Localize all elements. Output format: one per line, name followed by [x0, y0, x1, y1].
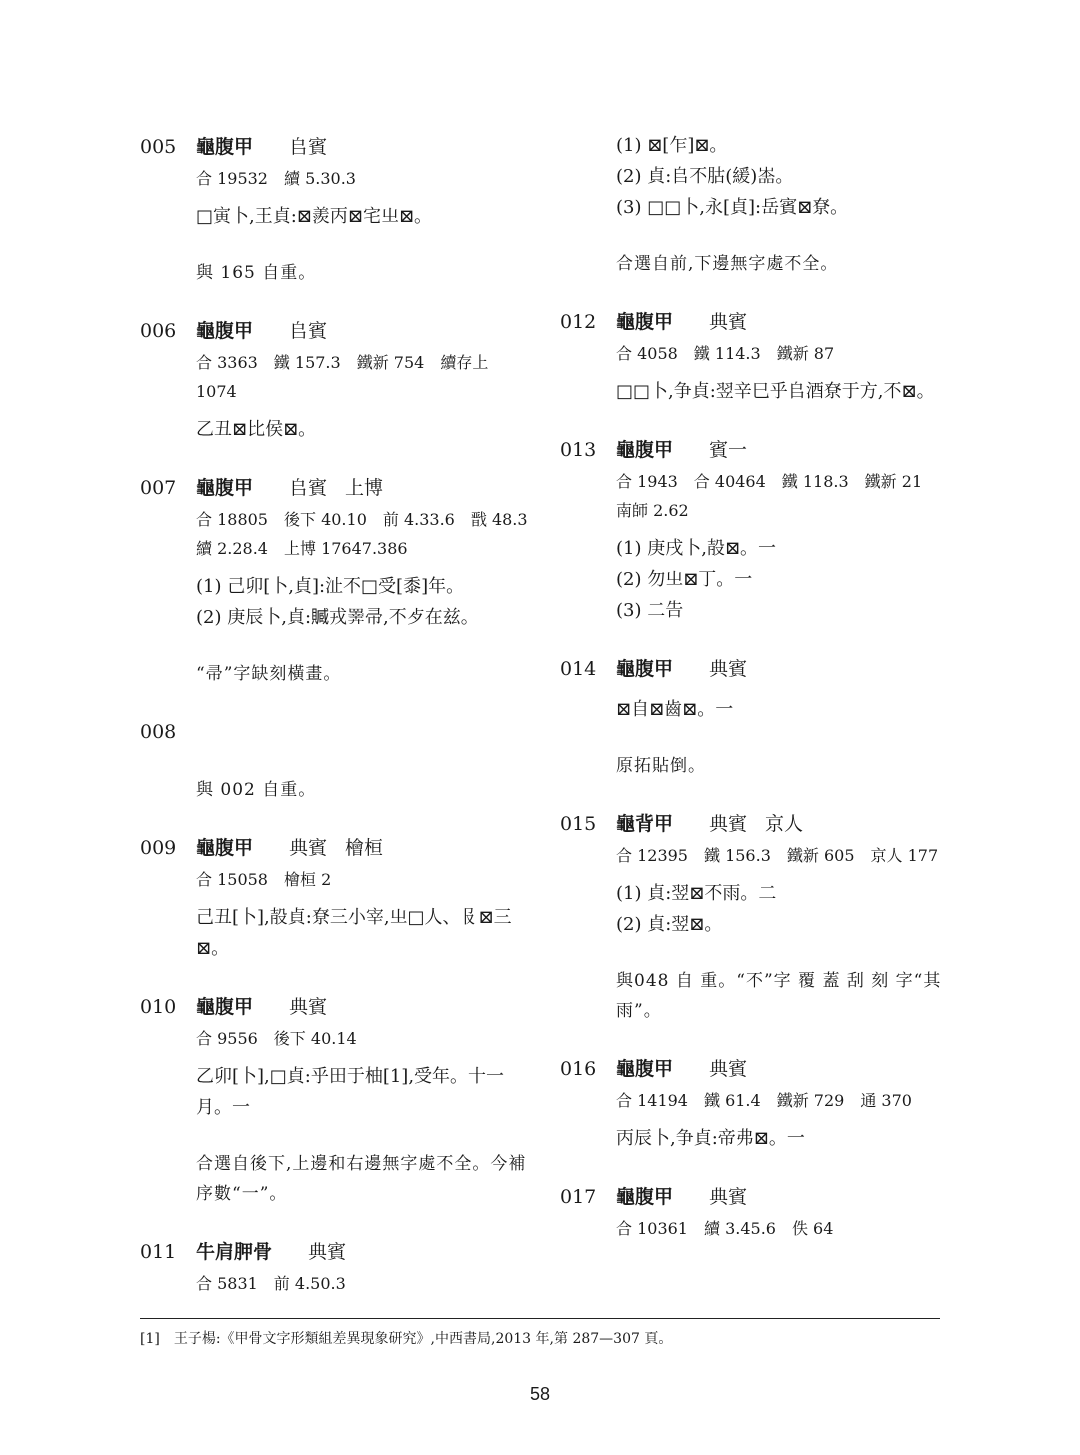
entry-body [196, 164, 530, 288]
entry [140, 130, 530, 288]
entry-group: 典賓 [289, 996, 328, 1018]
entry-note [616, 249, 945, 279]
page-number: 58 [529, 1384, 551, 1404]
entry-body [196, 865, 530, 964]
entry-note [616, 751, 945, 781]
entry-group: 典賓 [308, 1241, 347, 1263]
entry-head [560, 807, 945, 841]
entry-number: 009 [140, 837, 177, 859]
entry-group: 典賓 [709, 813, 748, 835]
inscription [196, 902, 530, 964]
entry-note [196, 1149, 530, 1209]
entry-material: 龜腹甲 [616, 658, 674, 680]
entry-body [196, 1269, 530, 1298]
footnote-rule [140, 1318, 940, 1319]
inscription [196, 571, 530, 633]
entry-group: 賓一 [709, 439, 748, 461]
entry-head [140, 471, 530, 505]
entry-group: 京人 [765, 813, 804, 835]
entry-material: 龜腹甲 [196, 320, 254, 342]
note-line: 與048 自 重。“不”字 覆 蓋 刮 刻 字“其雨”。 [616, 971, 942, 1021]
entry-number: 011 [140, 1241, 177, 1263]
footnote-text: 王子楊:《甲骨文字形類組差異現象研究》,中西書局,2013 年,第 287—307 頁。 [173, 1331, 673, 1347]
entry-body [196, 775, 530, 805]
inscription-line: 丙辰卜,争貞:帝弗⊠。一 [616, 1128, 805, 1149]
note-line: 合選自後下,上邊和右邊無字處不全。今補序數“一”。 [196, 1154, 527, 1204]
entry [560, 652, 945, 781]
inscription-line: (2) 勿㞢⊠丁。一 [616, 569, 753, 590]
entry-source: 合 3363 鐵 157.3 鐵新 754 續存上 1074 [196, 353, 489, 401]
entry-number: 016 [560, 1058, 597, 1080]
entry-head [140, 831, 530, 865]
entry-number: 006 [140, 320, 177, 342]
note-line: 原拓貼倒。 [616, 756, 706, 776]
entry-material: 龜腹甲 [196, 837, 254, 859]
entry-group: 典賓 [289, 837, 328, 859]
entry-material: 龜腹甲 [616, 311, 674, 333]
inscription-line: 乙丑⊠比侯⊠。 [196, 419, 317, 440]
entry-number: 017 [560, 1186, 597, 1208]
entry-number: 008 [140, 721, 177, 743]
continuation-body [616, 130, 945, 279]
entry-body [616, 1214, 945, 1243]
entry-source: 合 15058 檜桓 2 [196, 870, 332, 889]
left-column [140, 130, 544, 1324]
entry-number: 007 [140, 477, 177, 499]
entry-note [196, 659, 530, 689]
entry-group: 𠂤賓 [289, 136, 328, 158]
inscription [196, 414, 530, 445]
entry-body [616, 841, 945, 1026]
entry-body [196, 505, 544, 689]
footnote-mark: [1] [140, 1331, 160, 1347]
entry-head [140, 715, 530, 749]
footnote [140, 1328, 940, 1350]
note-line: 與 002 自重。 [196, 780, 317, 800]
entry-source: 合 12395 鐵 156.3 鐵新 605 京人 177 [616, 846, 939, 865]
entry-number: 012 [560, 311, 597, 333]
inscription-line: (2) 貞:𠂤不𦙶(緩)𡴡。 [616, 166, 794, 187]
entry-note [196, 258, 530, 288]
entry-number: 005 [140, 136, 177, 158]
inscription-line: □□卜,争貞:翌辛巳乎𠂤酒尞于方,不⊠。 [616, 381, 935, 402]
entry-body [616, 467, 945, 626]
entry-source: 合 19532 續 5.30.3 [196, 169, 356, 188]
inscription-line: (1) ⊠[乍]⊠。 [616, 135, 728, 156]
continuation-block [560, 130, 945, 279]
entry [560, 305, 945, 407]
inscription-line: 乙卯[卜],□貞:乎田于柚[1],受年。十一月。一 [196, 1066, 505, 1118]
entry-source: 合 18805 後下 40.10 前 4.33.6 戬 48.3 續 2.28.4 上博 17647.386 [196, 510, 544, 558]
entry-group: 上博 [345, 477, 384, 499]
entry-group: 典賓 [709, 658, 748, 680]
entry [560, 433, 945, 626]
entry [140, 471, 544, 689]
entry-head [140, 990, 530, 1024]
inscription [616, 533, 945, 626]
entry [560, 1180, 945, 1243]
inscription-line: (2) 庚辰卜,貞:𧷢戎𢍰帚,不歺在兹。 [196, 607, 479, 628]
inscription-line: 己丑[卜],㱿貞:尞三小宰,㞢□人、𠬝⊠三⊠。 [196, 907, 512, 959]
note-line: “帚”字缺刻橫畫。 [196, 664, 342, 684]
entry-material: 龜腹甲 [196, 136, 254, 158]
entry-source: 合 1943 合 40464 鐵 118.3 鐵新 21 南師 2.62 [616, 472, 939, 520]
inscription-line: (1) 己卯[卜,貞]:沚不□受[黍]年。 [196, 576, 465, 597]
entry [140, 1235, 530, 1298]
inscription-line: ⊠自⊠齒⊠。一 [616, 699, 734, 720]
note-line: 合選自前,下邊無字處不全。 [616, 254, 839, 274]
entry-group: 典賓 [709, 311, 748, 333]
inscription-line: (1) 庚戌卜,㱿⊠。一 [616, 538, 777, 559]
entry-head [140, 130, 530, 164]
entry-material: 龜腹甲 [196, 477, 254, 499]
entry [140, 831, 530, 964]
entry-number: 013 [560, 439, 597, 461]
inscription [616, 1123, 945, 1154]
entry-group: 𠂤賓 [289, 477, 328, 499]
entry-material: 龜腹甲 [616, 1058, 674, 1080]
entry [140, 314, 530, 445]
entry-material: 龜腹甲 [616, 1186, 674, 1208]
entry-head [140, 314, 530, 348]
entry-source: 合 4058 鐵 114.3 鐵新 87 [616, 344, 835, 363]
inscription [616, 130, 945, 223]
inscription-line: (1) 貞:翌⊠不雨。二 [616, 883, 777, 904]
inscription [616, 694, 945, 725]
entry-source: 合 14194 鐵 61.4 鐵新 729 通 370 [616, 1091, 912, 1110]
entry [560, 1052, 945, 1154]
entry-source: 合 5831 前 4.50.3 [196, 1274, 346, 1293]
entry-material: 牛肩胛骨 [196, 1241, 273, 1263]
entry-body [616, 1086, 945, 1154]
right-column [560, 130, 945, 1269]
entry-head [560, 305, 945, 339]
entry-head [560, 1052, 945, 1086]
entry-head [560, 1180, 945, 1214]
entry-source: 合 9556 後下 40.14 [196, 1029, 357, 1048]
entry-note [196, 775, 530, 805]
entry-group: 檜桓 [345, 837, 384, 859]
entry-head [140, 1235, 530, 1269]
entry-material: 龜腹甲 [196, 996, 254, 1018]
entry-source: 合 10361 續 3.45.6 佚 64 [616, 1219, 834, 1238]
inscription [616, 376, 945, 407]
entry-number: 010 [140, 996, 177, 1018]
inscription-line: □寅卜,王貞:⊠羨丙⊠宅㞢⊠。 [196, 206, 433, 227]
entry-body [616, 694, 945, 781]
inscription [196, 201, 530, 232]
entry-body [616, 339, 945, 407]
entry [140, 990, 530, 1209]
note-line: 與 165 自重。 [196, 263, 317, 283]
entry-material: 龜背甲 [616, 813, 674, 835]
entry [140, 715, 530, 805]
entry-head [560, 433, 945, 467]
entry-body [196, 1024, 530, 1209]
inscription-line: (3) □□卜,永[貞]:岳賓⊠尞。 [616, 197, 849, 218]
entry-number: 014 [560, 658, 597, 680]
entry-material: 龜腹甲 [616, 439, 674, 461]
inscription [196, 1061, 530, 1123]
entry-group: 典賓 [709, 1058, 748, 1080]
inscription [616, 878, 945, 940]
entry [560, 807, 945, 1026]
inscription-line: (3) 二告 [616, 600, 684, 621]
inscription-line: (2) 貞:翌⊠。 [616, 914, 723, 935]
entry-head [560, 652, 945, 686]
entry-group: 𠂤賓 [289, 320, 328, 342]
entry-body [196, 348, 530, 445]
entry-number: 015 [560, 813, 597, 835]
entry-note [616, 966, 945, 1026]
entry-group: 典賓 [709, 1186, 748, 1208]
